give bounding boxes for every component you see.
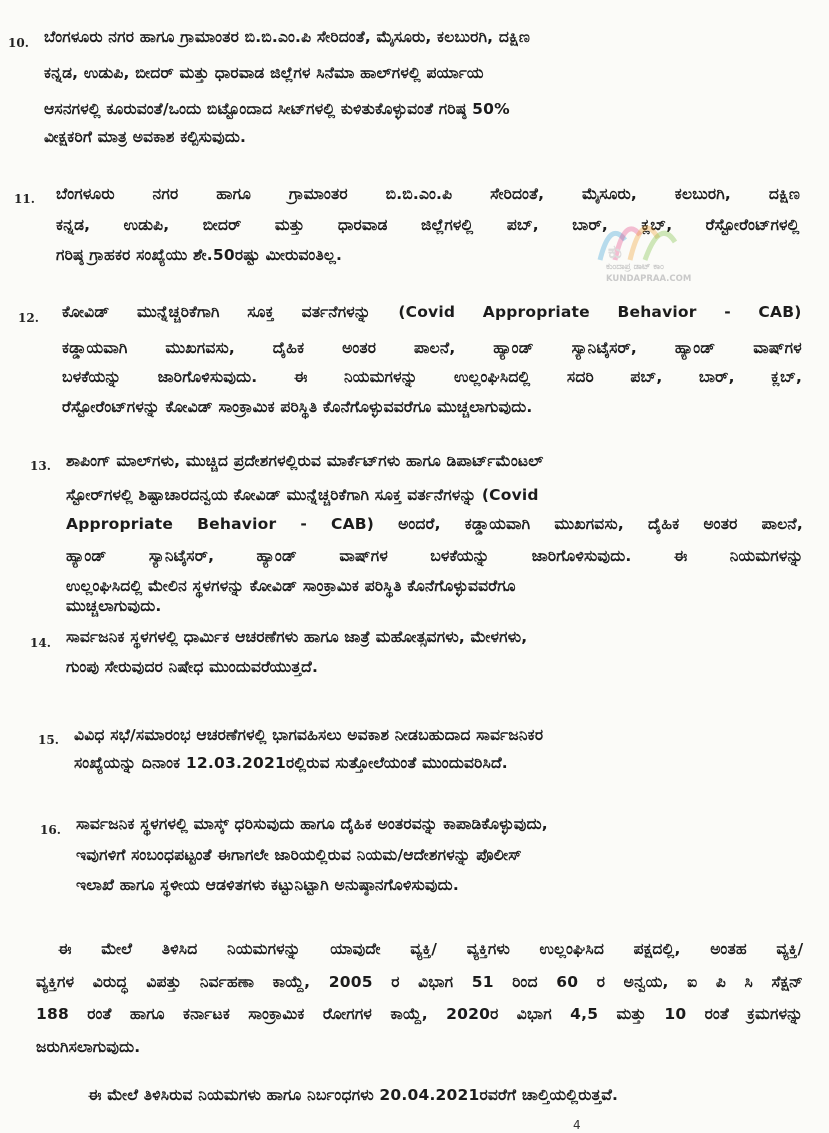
clause-number: 12. [18,311,39,325]
clause-line: ಇವುಗಳಿಗೆ ಸಂಬಂಧಪಟ್ಟಂತೆ ಈಗಾಗಲೇ ಜಾರಿಯಲ್ಲಿರುವ ನಿಯಮ/ಆದೇಶಗಳನ್ನು ಪೊಲೀಸ್ [76,846,522,864]
clause-number: 14. [30,636,51,650]
clause-number: 10. [8,36,29,50]
clause-line: ಬೆಂಗಳೂರು ನಗರ ಹಾಗೂ ಗ್ರಾಮಾಂತರ ಬಿ.ಬಿ.ಎಂ.ಪಿ ಸೇರಿದಂತೆ, ಮೈಸೂರು, ಕಲಬುರಗಿ, ದಕ್ಷಿಣ [44,28,531,46]
watermark-tagline: ಕುಂದಾಪ್ರ ಡಾಟ್ ಕಾಂ [606,262,664,272]
clause-line: ಕನ್ನಡ, ಉಡುಪಿ, ಬೀದರ್ ಮತ್ತು ಧಾರವಾಡ ಜಿಲ್ಲೆಗಳಲ್ಲಿ ಪಬ್, ಬಾರ್, ಕ್ಲಬ್, ರೆಸ್ಟೋರೆಂಟ್‌ಗಳಲ್ಲಿ [56,216,800,234]
clause-number: 16. [40,823,61,837]
clause-line: ಗುಂಪು ಸೇರುವುದರ ನಿಷೇಧ ಮುಂದುವರೆಯುತ್ತದೆ. [66,658,319,676]
clause-line: ವೀಕ್ಷಕರಿಗೆ ಮಾತ್ರ ಅವಕಾಶ ಕಲ್ಪಿಸುವುದು. [44,128,247,146]
watermark-site: KUNDAPRAA.COM [606,274,692,284]
watermark-letter: ಕು [608,242,622,263]
paragraph-line: ಈ ಮೇಲೆ ತಿಳಿಸಿದ ನಿಯಮಗಳನ್ನು ಯಾವುದೇ ವ್ಯಕ್ತಿ/ ವ್ಯಕ್ತಿಗಳು ಉಲ್ಲಂಘಿಸಿದ ಪಕ್ಷದಲ್ಲಿ, ಅಂತಹ ವ್ಯಕ್ತಿ/ [58,940,804,958]
clause-line: ಇಲಾಖೆ ಹಾಗೂ ಸ್ಥಳೀಯ ಆಡಳಿತಗಳು ಕಟ್ಟುನಿಟ್ಟಾಗಿ ಅನುಷ್ಠಾನಗೊಳಿಸುವುದು. [76,876,459,894]
validity-note: ಈ ಮೇಲೆ ತಿಳಿಸಿರುವ ನಿಯಮಗಳು ಹಾಗೂ ನಿರ್ಬಂಧಗಳು 20.04.2021ರವರೆಗೆ ಚಾಲ್ತಿಯಲ್ಲಿರುತ್ತವೆ. [88,1086,619,1104]
paragraph-line: ವ್ಯಕ್ತಿಗಳ ವಿರುದ್ಧ ವಿಪತ್ತು ನಿರ್ವಹಣಾ ಕಾಯ್ದೆ, 2005 ರ ವಿಭಾಗ 51 ರಿಂದ 60 ರ ಅನ್ವಯ, ಐ ಪಿ ಸಿ ಸೆಕ್ಷನ್ [36,973,803,991]
clause-line: ಸಾರ್ವಜನಿಕ ಸ್ಥಳಗಳಲ್ಲಿ ಮಾಸ್ಕ್ ಧರಿಸುವುದು ಹಾಗೂ ದೈಹಿಕ ಅಂತರವನ್ನು ಕಾಪಾಡಿಕೊಳ್ಳುವುದು, [76,815,548,833]
paragraph-line: 188 ರಂತೆ ಹಾಗೂ ಕರ್ನಾಟಕ ಸಾಂಕ್ರಾಮಿಕ ರೋಗಗಳ ಕಾಯ್ದೆ, 2020ರ ವಿಭಾಗ 4,5 ಮತ್ತು 10 ರಂತೆ ಕ್ರಮಗಳನ್ನು [36,1005,804,1023]
clause-line: ಶಾಪಿಂಗ್ ಮಾಲ್‌ಗಳು, ಮುಚ್ಚಿದ ಪ್ರದೇಶಗಳಲ್ಲಿರುವ ಮಾರ್ಕೆಟ್‌ಗಳು ಹಾಗೂ ಡಿಪಾರ್ಟ್‌ಮೆಂಟಲ್ [66,452,544,470]
clause-line: ಕೋವಿಡ್ ಮುನ್ನೆಚ್ಚರಿಕೆಗಾಗಿ ಸೂಕ್ತ ವರ್ತನೆಗಳನ್ನು (Covid Appropriate Behavior - CAB) [62,303,802,321]
clause-line: ಕಡ್ಡಾಯವಾಗಿ ಮುಖಗವಸು, ದೈಹಿಕ ಅಂತರ ಪಾಲನೆ, ಹ್ಯಾಂಡ್ ಸ್ಯಾನಿಟೈಸರ್, ಹ್ಯಾಂಡ್ ವಾಷ್‌ಗಳ [62,339,802,357]
kundapraa-watermark [580,210,700,290]
clause-number: 15. [38,733,59,747]
clause-line: ಸಾರ್ವಜನಿಕ ಸ್ಥಳಗಳಲ್ಲಿ ಧಾರ್ಮಿಕ ಆಚರಣೆಗಳು ಹಾಗೂ ಜಾತ್ರೆ ಮಹೋತ್ಸವಗಳು, ಮೇಳಗಳು, [66,628,528,646]
clause-line: ಉಲ್ಲಂಘಿಸಿದಲ್ಲಿ ಮೇಲಿನ ಸ್ಥಳಗಳನ್ನು ಕೋವಿಡ್ ಸಾಂಕ್ರಾಮಿಕ ಪರಿಸ್ಥಿತಿ ಕೊನೆಗೊಳ್ಳುವವರೆಗೂ [66,577,516,595]
clause-line: Appropriate Behavior - CAB) ಅಂದರೆ, ಕಡ್ಡಾಯವಾಗಿ ಮುಖಗವಸು, ದೈಹಿಕ ಅಂತರ ಪಾಲನೆ, [66,515,803,533]
clause-line: ಸ್ಟೋರ್‌ಗಳಲ್ಲಿ ಶಿಷ್ಟಾಚಾರದನ್ವಯ ಕೋವಿಡ್ ಮುನ್ನೆಚ್ಚರಿಕೆಗಾಗಿ ಸೂಕ್ತ ವರ್ತನೆಗಳನ್ನು (Covid [66,486,539,504]
clause-number: 11. [14,192,35,206]
clause-line: ಸಂಖ್ಯೆಯನ್ನು ದಿನಾಂಕ 12.03.2021ರಲ್ಲಿರುವ ಸುತ್ತೋಲೆಯಂತೆ ಮುಂದುವರಿಸಿದೆ. [74,754,508,772]
clause-line: ಕನ್ನಡ, ಉಡುಪಿ, ಬೀದರ್ ಮತ್ತು ಧಾರವಾಡ ಜಿಲ್ಲೆಗಳ ಸಿನೆಮಾ ಹಾಲ್‌ಗಳಲ್ಲಿ ಪರ್ಯಾಯ [44,64,484,82]
clause-line: ಗರಿಷ್ಠ ಗ್ರಾಹಕರ ಸಂಖ್ಯೆಯು ಶೇ.50ರಷ್ಟು ಮೀರುವಂತಿಲ್ಲ. [56,246,343,264]
clause-line: ಬಳಕೆಯನ್ನು ಜಾರಿಗೊಳಿಸುವುದು. ಈ ನಿಯಮಗಳನ್ನು ಉಲ್ಲಂಘಿಸಿದಲ್ಲಿ ಸದರಿ ಪಬ್, ಬಾರ್, ಕ್ಲಬ್, [62,368,803,386]
clause-line: ಆಸನಗಳಲ್ಲಿ ಕೂರುವಂತೆ/ಒಂದು ಬಿಟ್ಟೊಂದಾದ ಸೀಟ್‌ಗಳಲ್ಲಿ ಕುಳಿತುಕೊಳ್ಳುವಂತೆ ಗರಿಷ್ಠ 50% [44,100,510,118]
clause-number: 13. [30,459,51,473]
page-mark: 4 [573,1118,581,1132]
clause-line: ಹ್ಯಾಂಡ್ ಸ್ಯಾನಿಟೈಸರ್, ಹ್ಯಾಂಡ್ ವಾಷ್‌ಗಳ ಬಳಕೆಯನ್ನು ಜಾರಿಗೊಳಿಸುವುದು. ಈ ನಿಯಮಗಳನ್ನು [66,547,804,565]
paragraph-line: ಜರುಗಿಸಲಾಗುವುದು. [36,1038,141,1056]
clause-line: ವಿವಿಧ ಸಭೆ/ಸಮಾರಂಭ ಆಚರಣೆಗಳಲ್ಲಿ ಭಾಗವಹಿಸಲು ಅವಕಾಶ ನೀಡಬಹುದಾದ ಸಾರ್ವಜನಿಕರ [74,726,544,744]
clause-line: ಮುಚ್ಚಲಾಗುವುದು. [66,597,162,615]
clause-line: ರೆಸ್ಟೋರೆಂಟ್‌ಗಳನ್ನು ಕೋವಿಡ್ ಸಾಂಕ್ರಾಮಿಕ ಪರಿಸ್ಥಿತಿ ಕೊನೆಗೊಳ್ಳುವವರೆಗೂ ಮುಚ್ಚಲಾಗುವುದು. [62,398,533,416]
clause-line: ಬೆಂಗಳೂರು ನಗರ ಹಾಗೂ ಗ್ರಾಮಾಂತರ ಬಿ.ಬಿ.ಎಂ.ಪಿ ಸೇರಿದಂತೆ, ಮೈಸೂರು, ಕಲಬುರಗಿ, ದಕ್ಷಿಣ [56,185,801,203]
watermark-logo-icon [580,210,700,270]
